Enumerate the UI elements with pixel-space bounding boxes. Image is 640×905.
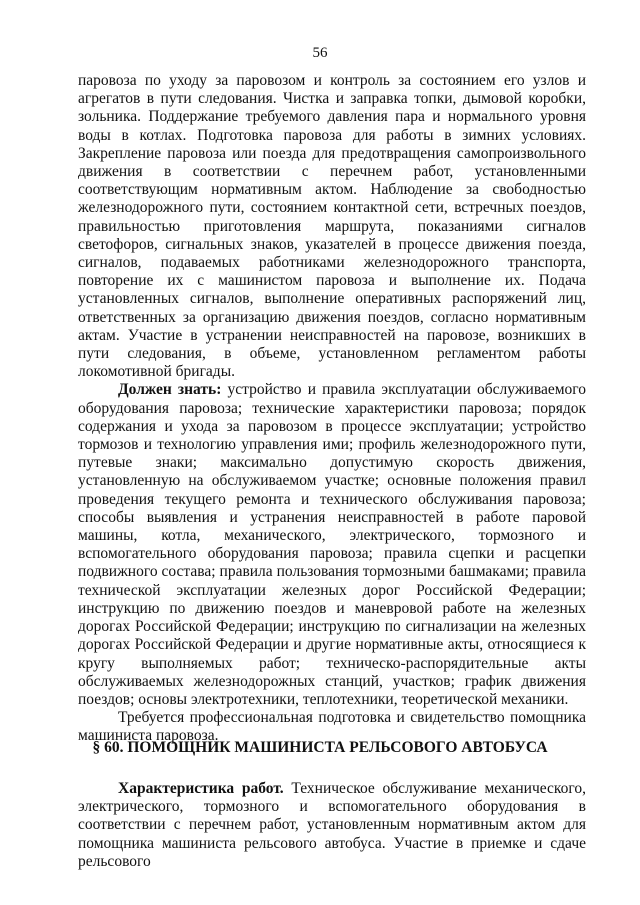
work-characteristics-text: Техническое обслуживание механического, электрического, тормозного и вспомогательного оборудования в соответствии с перечнем работ, установленным нормативным актом для помощника машиниста рельсового автобуса. Участие в приемке и сдаче рельсового bbox=[78, 780, 586, 870]
continuation-paragraph: паровоза по уходу за паровозом и контроль за состоянием его узлов и агрегатов в пути следования. Чистка и заправка топки, дымовой коробки, зольника. Поддержание требуемого давления пара и нормального уровня воды в котлах. Подготовка паровоза для работы в зимних условиях. Закрепление паровоза или поезда для предотвращения самопроизвольного движения в соответствии с перечнем работ, установленными соответствующим нормативным актом. Наблюдение за свободностью железнодорожного пути, состоянием контактной сети, встречных поездов, правильностью приготовления маршрута, показаниями сигналов светофоров, сигнальных знаков, указателей в процессе движения поезда, сигналов, подаваемых работниками железнодорожного транспорта, повторение их с машинистом паровоза и выполнение их. Подача установленных сигналов, выполнение оперативных распоряжений лиц, ответственных за организацию движения поездов, согласно нормативным актам. Участие в устранении неисправностей на паровозе, возникших в пути следования, в объеме, установленном регламентом работы локомотивной бригады. bbox=[78, 72, 586, 381]
section-body bbox=[78, 780, 586, 871]
section-heading: § 60. ПОМОЩНИК МАШИНИСТА РЕЛЬСОВОГО АВТОБУСА bbox=[92, 739, 548, 756]
work-characteristics-label: Характеристика работ. bbox=[118, 780, 284, 797]
must-know-paragraph bbox=[78, 381, 586, 709]
requirement-paragraph: Требуется профессиональная подготовка и свидетельство помощника машиниста паровоза. bbox=[78, 709, 586, 745]
document-body bbox=[78, 72, 586, 746]
work-characteristics-paragraph bbox=[78, 780, 586, 871]
must-know-text: устройство и правила эксплуатации обслуживаемого оборудования паровоза; технические характеристики паровоза; порядок содержания и ухода за паровозом в процессе эксплуатации; устройство тормозов и технологию управления ими; профиль железнодорожного пути, путевые знаки; максимально допустимую скорость движения, установленную на обслуживаемом участке; основные положения правил проведения текущего ремонта и технического обслуживания паровоза; способы выявления и устранения неисправностей в работе паровой машины, котла, механического, электрического, тормозного и вспомогательного оборудования паровоза; правила сцепки и расцепки подвижного состава; правила пользования тормозными башмаками; правила технической эксплуатации железных дорог Российской Федерации; инструкцию по движению поездов и маневровой работе на железных дорогах Российской Федерации; инструкцию по сигнализации на железных дорогах Российской Федерации и другие нормативные акты, относящиеся к кругу выполняемых работ; техническо-распорядительные акты обслуживаемых железнодорожных станций, участков; график движения поездов; основы электротехники, теплотехники, теоретической механики. bbox=[78, 381, 586, 708]
must-know-label: Должен знать: bbox=[118, 381, 222, 399]
page-number: 56 bbox=[312, 45, 328, 61]
